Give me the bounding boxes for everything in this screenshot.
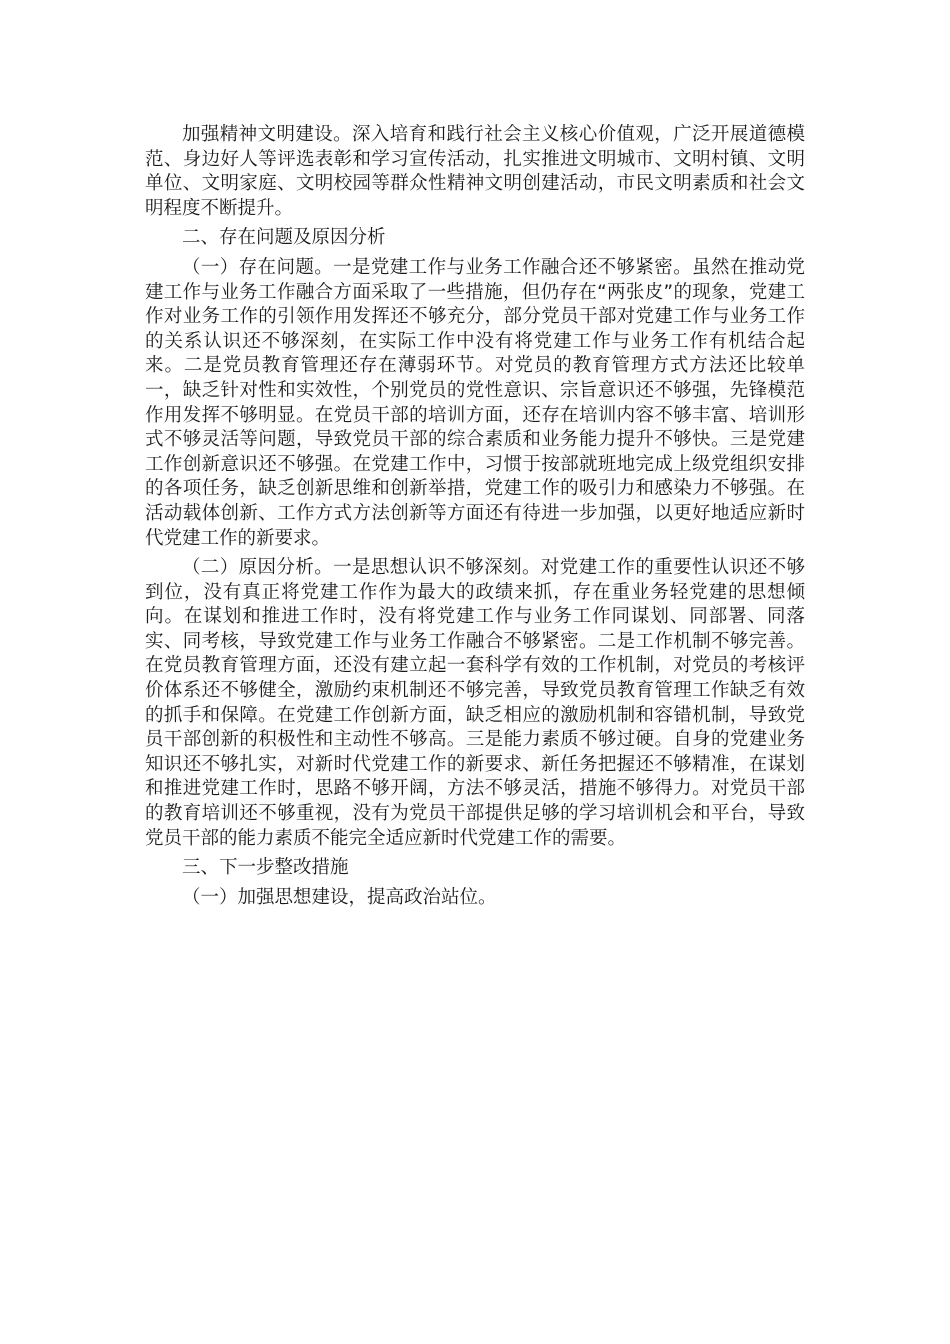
section-heading-problems: 二、存在问题及原因分析 [182,227,386,249]
paragraph-existing-problems: （一）存在问题。一是党建工作与业务工作融合还不够紧密。虽然在推动党建工作与业务工作融合方面采取了一些措施，但仍存在“两张皮”的现象，党建工作对业务工作的引领作用发挥还不够充分，部分党员干部对党建工作与业务工作的关系认识还不够深刻，在实际工作中没有将党建工作与业务工作有机结合起来。二是党员教育管理还存在薄弱环节。对党员的教育管理方式方法还比较单一，缺乏针对性和实效性，个别党员的党性意识、宗旨意识还不够强，先锋模范作用发挥不够明显。在党员干部的培训方面，还存在培训内容不够丰富、培训形式不够灵活等问题，导致党员干部的综合素质和业务能力提升不够快。三是党建工作创新意识还不够强。在党建工作中，习惯于按部就班地完成上级党组织安排的各项任务，缺乏创新思维和创新举措，党建工作的吸引力和感染力不够强。在活动载体创新、工作方式方法创新等方面还有待进一步加强，以更好地适应新时代党建工作的新要求。 [145,256,805,549]
paragraph-spiritual-civilization: 加强精神文明建设。深入培育和践行社会主义核心价值观，广泛开展道德模范、身边好人等评选表彰和学习宣传活动，扎实推进文明城市、文明村镇、文明单位、文明家庭、文明校园等群众性精神文明创建活动，市民文明素质和社会文明程度不断提升。 [145,124,805,219]
paragraph-cause-analysis: （二）原因分析。一是思想认识不够深刻。对党建工作的重要性认识还不够到位，没有真正将党建工作作为最大的政绩来抓，存在重业务轻党建的思想倾向。在谋划和推进工作时，没有将党建工作与业务工作同谋划、同部署、同落实、同考核，导致党建工作与业务工作融合不够紧密。二是工作机制不够完善。在党员教育管理方面，还没有建立起一套科学有效的工作机制，对党员的考核评价体系还不够健全，激励约束机制还不够完善，导致党员教育管理工作缺乏有效的抓手和保障。在党建工作创新方面，缺乏相应的激励机制和容错机制，导致党员干部创新的积极性和主动性不够高。三是能力素质不够过硬。自身的党建业务知识还不够扎实，对新时代党建工作的新要求、新任务把握还不够精准，在谋划和推进党建工作时，思路不够开阔，方法不够灵活，措施不够得力。对党员干部的教育培训还不够重视，没有为党员干部提供足够的学习培训机会和平台，导致党员干部的能力素质不能完全适应新时代党建工作的需要。 [145,557,805,849]
subheading-ideological-building: （一）加强思想建设，提高政治站位。 [182,886,497,908]
section-heading-next-steps: 三、下一步整改措施 [182,857,349,879]
document-page [145,123,805,910]
